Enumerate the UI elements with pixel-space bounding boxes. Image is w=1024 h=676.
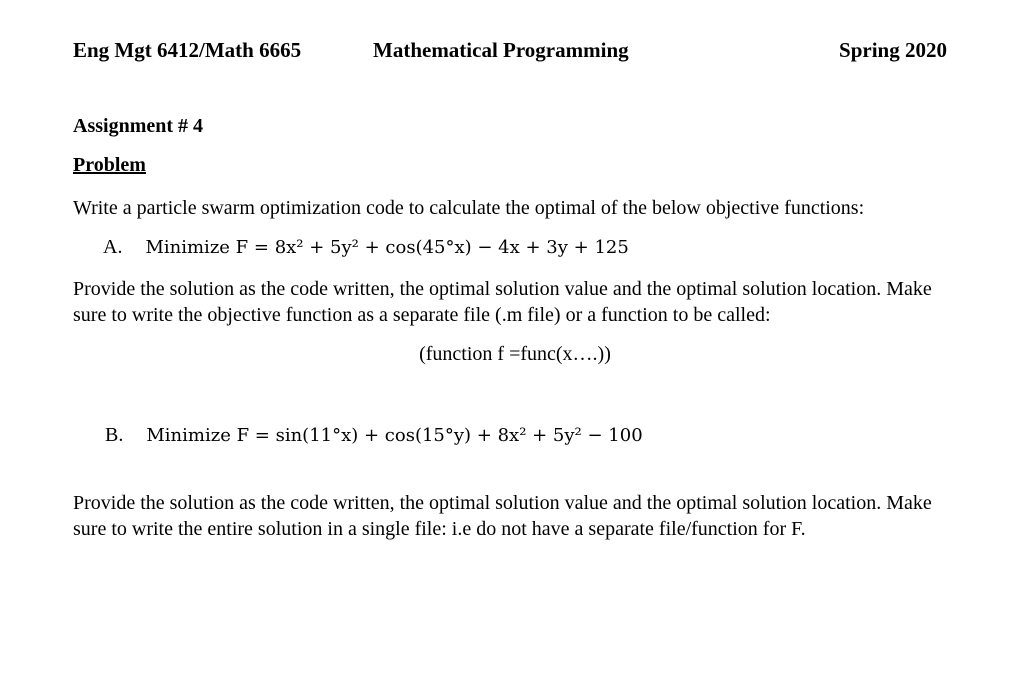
problem-heading: Problem bbox=[73, 154, 146, 176]
equation-a bbox=[103, 236, 629, 259]
equation-b bbox=[105, 424, 643, 447]
term: Spring 2020 bbox=[839, 38, 947, 62]
intro-paragraph: Write a particle swarm optimization code to calculate the optimal of the below objective functions: bbox=[73, 197, 865, 219]
function-signature: (function f =func(x….)) bbox=[419, 343, 611, 365]
assignment-heading: Assignment # 4 bbox=[73, 115, 204, 137]
equation-a-label: A. bbox=[103, 236, 123, 258]
instructions-paragraph-1: Provide the solution as the code written, the optimal solution value and the optimal solution location. Make sure to write the objective function as a separate file (.m file) or a function to be called: bbox=[73, 278, 932, 326]
equation-b-formula: Minimize F = sin(11°x) + cos(15°y) + 8x² + 5y² − 100 bbox=[146, 425, 643, 446]
course-code: Eng Mgt 6412/Math 6665 bbox=[73, 38, 302, 62]
instructions-paragraph-2: Provide the solution as the code written, the optimal solution value and the optimal solution location. Make sure to write the entire solution in a single file: i.e do not have a separate file/function for F. bbox=[73, 492, 932, 540]
course-title: Mathematical Programming bbox=[373, 38, 629, 62]
equation-b-label: B. bbox=[105, 424, 124, 446]
equation-a-formula: Minimize F = 8x² + 5y² + cos(45°x) − 4x + 3y + 125 bbox=[145, 237, 629, 258]
page-header bbox=[73, 38, 947, 66]
